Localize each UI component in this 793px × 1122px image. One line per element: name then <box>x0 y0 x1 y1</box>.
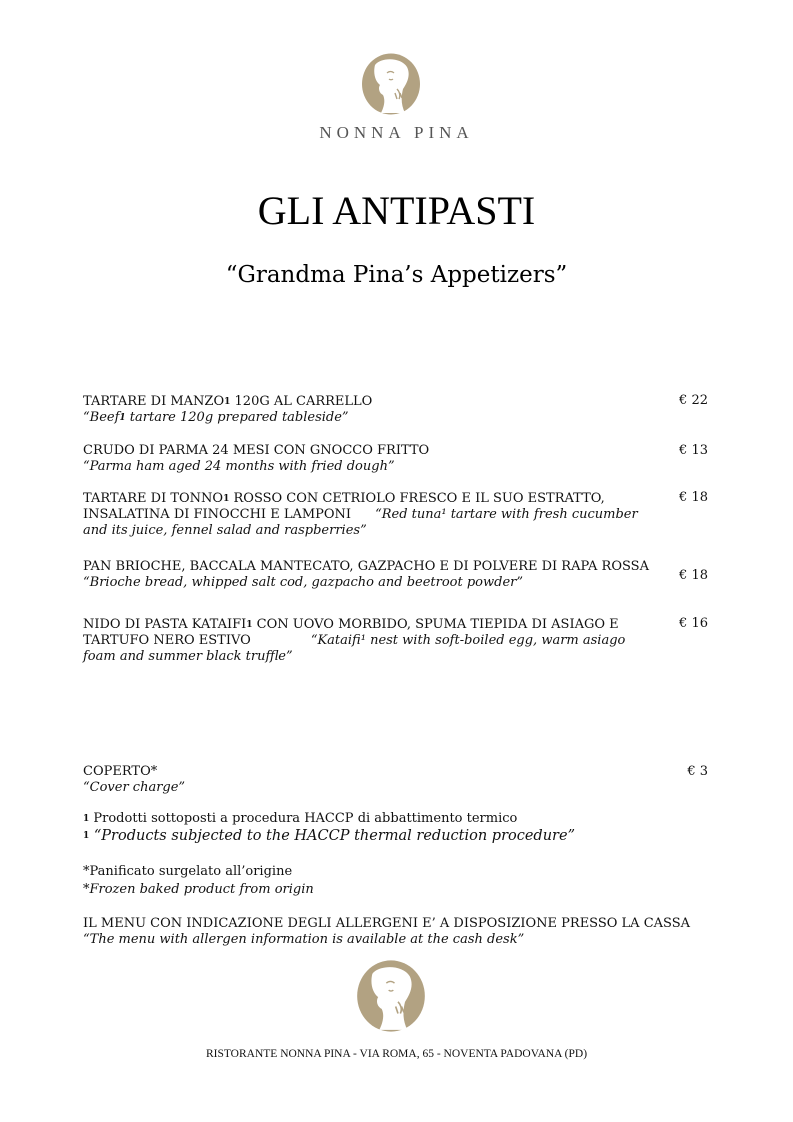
dish-name-it: CRUDO DI PARMA 24 MESI CON GNOCCO FRITTO <box>83 443 430 458</box>
list-item <box>83 559 663 591</box>
page-subtitle: “Grandma Pina’s Appetizers” <box>225 262 568 288</box>
dish-name-it: TARTARE DI MANZO$^1$ 120G AL CARRELLO <box>83 394 373 409</box>
dish-name-it-line2: TARTUFO NERO ESTIVO “Kataifi¹ nest with soft-boiled egg, warm asiago <box>83 633 626 648</box>
grandma-portrait-logo-icon <box>356 958 426 1034</box>
footer-address: RISTORANTE NONNA PINA - VIA ROMA, 65 - NOVENTA PADOVANA (PD) <box>205 1048 588 1060</box>
dish-name-it: PAN BRIOCHE, BACCALA MANTECATO, GAZPACHO E DI POLVERE DI RAPA ROSSA <box>83 559 649 574</box>
haccp-note-en: $^1$ “Products subjected to the HACCP thermal reduction procedure” <box>83 828 575 844</box>
haccp-note-it: $^1$ Prodotti sottoposti a procedura HACCP di abbattimento termico <box>83 811 518 826</box>
frozen-note <box>83 864 643 898</box>
dish-price: € 18 <box>679 568 708 583</box>
header-logo <box>361 53 421 119</box>
dish-name-it-line2: INSALATINA DI FINOCCHI E LAMPONI “Red tuna¹ tartare with fresh cucumber <box>83 507 638 522</box>
allergen-note-en: “The menu with allergen information is available at the cash desk” <box>83 932 525 947</box>
cover-charge-price: € 3 <box>687 764 708 779</box>
dish-price: € 16 <box>679 616 708 631</box>
dish-name-en: “Parma ham aged 24 months with fried dough” <box>83 459 395 474</box>
dish-name-en: “Brioche bread, whipped salt cod, gazpacho and beetroot powder” <box>83 575 524 590</box>
dish-name-en: foam and summer black truffle” <box>83 649 293 664</box>
dish-name-en: “Beef$^1$ tartare 120g prepared tableside” <box>83 410 349 425</box>
list-item <box>83 491 663 539</box>
dish-price: € 18 <box>679 490 708 505</box>
dish-price: € 22 <box>679 393 708 408</box>
list-item <box>83 443 643 475</box>
haccp-note <box>83 811 703 846</box>
dish-name-it: TARTARE DI TONNO$^1$ ROSSO CON CETRIOLO FRESCO E IL SUO ESTRATTO, <box>83 491 605 506</box>
allergen-note-it: IL MENU CON INDICAZIONE DEGLI ALLERGENI E’ A DISPOSIZIONE PRESSO LA CASSA <box>83 916 691 931</box>
list-item <box>83 617 663 665</box>
frozen-note-it: *Panificato surgelato all’origine <box>83 864 293 879</box>
allergen-note <box>83 916 723 948</box>
list-item <box>83 394 643 426</box>
dish-name-it: NIDO DI PASTA KATAIFI$^1$ CON UOVO MORBIDO, SPUMA TIEPIDA DI ASIAGO E <box>83 617 619 632</box>
cover-charge-it: COPERTO* <box>83 764 158 779</box>
cover-charge-en: “Cover charge” <box>83 780 186 795</box>
dish-price: € 13 <box>679 443 708 458</box>
dish-name-en: and its juice, fennel salad and raspberries” <box>83 523 367 538</box>
page-title: GLI ANTIPASTI <box>257 188 536 233</box>
footer-logo <box>356 958 426 1038</box>
grandma-portrait-logo-icon <box>361 53 421 115</box>
brand-name: NONNA PINA <box>319 123 474 142</box>
cover-charge <box>83 764 643 796</box>
frozen-note-en: *Frozen baked product from origin <box>83 882 314 897</box>
